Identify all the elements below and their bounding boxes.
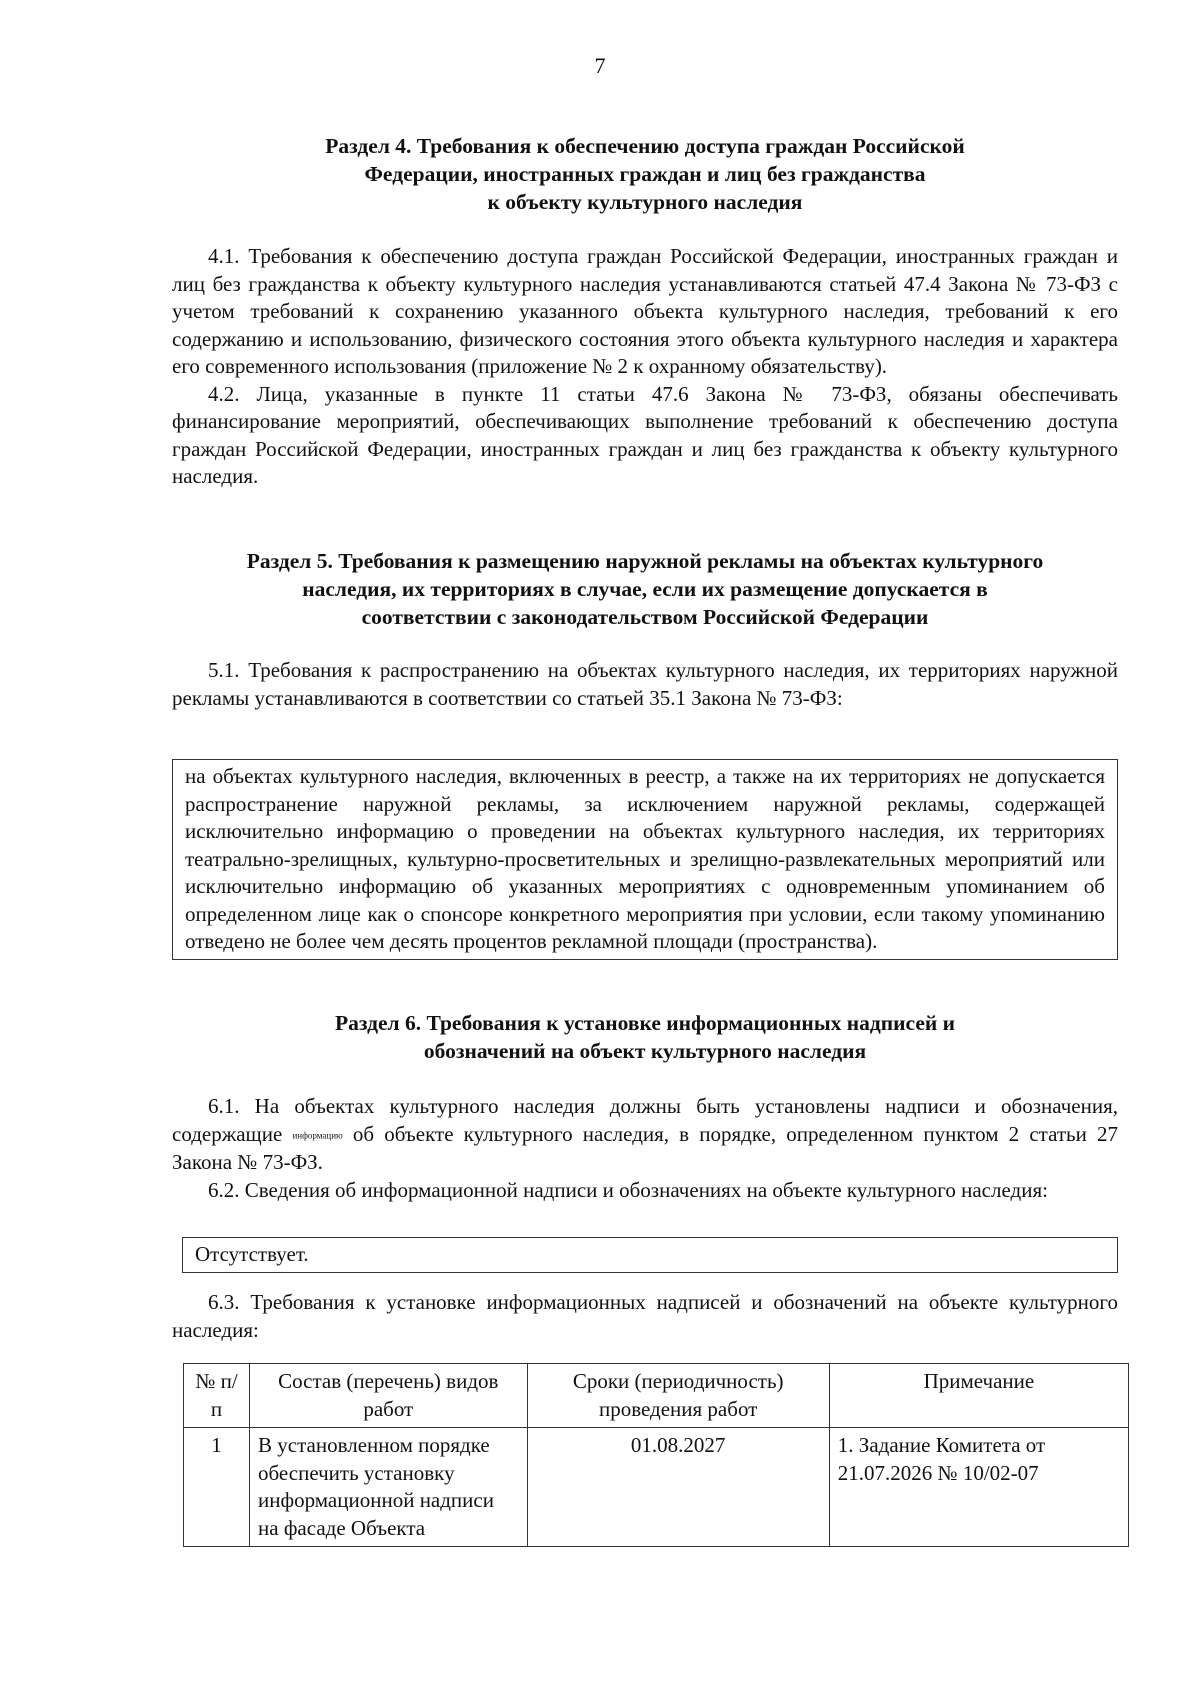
section6-heading <box>172 1009 1118 1065</box>
section5-heading-line: наследия, их территориях в случае, если их размещение допускается в <box>302 577 988 601</box>
table-header-works: Состав (перечень) видов работ <box>250 1364 528 1428</box>
paragraph-5-1: 5.1. Требования к распространению на объектах культурного наследия, их территориях наружной рекламы устанавливаются в соответствии со статьей 35.1 Закона № 73-ФЗ: <box>172 658 1118 710</box>
paragraph-4-2: 4.2. Лица, указанные в пункте 11 статьи 47.6 Закона № 73-ФЗ, обязаны обеспечивать финансирование мероприятий, обеспечивающих выполнение требований к обеспечению доступа граждан Российской Федерации, иностранных граждан и лиц без гражданства к объекту культурного наследия. <box>172 381 1118 488</box>
section5-heading <box>172 547 1118 631</box>
paragraph-6-2: 6.2. Сведения об информационной надписи и обозначениях на объекте культурного наследия: <box>208 1177 1048 1202</box>
table-cell-number: 1 <box>184 1428 250 1547</box>
section5-heading-line: Раздел 5. Требования к размещению наружной рекламы на объектах культурного <box>246 549 1044 573</box>
table-header-terms: Сроки (периодичность) проведения работ <box>527 1364 829 1428</box>
section6-heading-line: обозначений на объект культурного наследия <box>423 1039 867 1063</box>
section5-heading-line: соответствии с законодательством Российской Федерации <box>361 605 929 629</box>
section6-heading-line: Раздел 6. Требования к установке информационных надписей и <box>334 1011 956 1035</box>
section4-heading-line: Раздел 4. Требования к обеспечению доступа граждан Российской <box>325 134 965 158</box>
table-cell-works: В установленном порядке обеспечить установку информационной надписи на фасаде Объекта <box>250 1428 528 1547</box>
paragraph-4-1: 4.1. Требования к обеспечению доступа граждан Российской Федерации, иностранных граждан и лиц без гражданства к объекту культурного наследия устанавливаются статьей 47.4 Закона № 73-ФЗ с учетом требований к сохранению указанного объекта культурного наследия, требований к его содержанию и использованию, физического состояния этого объекта культурного наследия и характера его современного использования (приложение № 2 к охранному обязательству). <box>172 244 1118 378</box>
table-header-row <box>184 1364 1129 1428</box>
section4-heading-line: к объекту культурного наследия <box>487 190 803 214</box>
paragraph-6-1 <box>172 1093 1118 1177</box>
table-cell-note: 1. Задание Комитета от 21.07.2026 № 10/02-07 <box>829 1428 1128 1547</box>
paragraph-6-1-small-word: информацию <box>292 1129 343 1140</box>
table-header-number: № п/п <box>184 1364 250 1428</box>
advertising-requirements-box <box>172 759 1118 960</box>
table-cell-terms: 01.08.2027 <box>527 1428 829 1547</box>
section4-body <box>172 243 1118 491</box>
section6-body <box>172 1093 1118 1204</box>
section6-body-cont <box>172 1289 1118 1344</box>
paragraph-6-1-start: 6.1. На объектах культурного наследия должны быть установлены надписи и обозначения, содержащие <box>172 1094 1118 1146</box>
section5-body <box>172 657 1118 712</box>
table-row <box>184 1428 1129 1547</box>
paragraph-6-3: 6.3. Требования к установке информационных надписей и обозначений на объекте культурного наследия: <box>172 1290 1118 1342</box>
section4-heading <box>172 132 1118 216</box>
section4-heading-line: Федерации, иностранных граждан и лиц без гражданства <box>364 162 926 186</box>
page-number: 7 <box>594 53 606 78</box>
works-table <box>183 1363 1129 1547</box>
advertising-requirements-text: на объектах культурного наследия, включенных в реестр, а также на их территориях не допускается распространение наружной рекламы, за исключением наружной рекламы, содержащей исключительно информацию о проведении на объектах культурного наследия, их территориях театрально-зрелищных, культурно-просветительных и зрелищно-развлекательных мероприятий или исключительно информацию об указанных мероприятиях с одновременным упоминанием об определенном лице как о спонсоре конкретного мероприятия при условии, если такому упоминанию отведено не более чем десять процентов рекламной площади (пространства). <box>185 764 1105 953</box>
paragraph-6-1-end: об объекте культурного наследия, в порядке, определенном пунктом 2 статьи 27 Закона № 73-ФЗ. <box>172 1121 1119 1175</box>
inscription-info-box <box>182 1237 1118 1273</box>
table-header-note: Примечание <box>829 1364 1128 1428</box>
inscription-info-text: Отсутствует. <box>195 1242 309 1266</box>
